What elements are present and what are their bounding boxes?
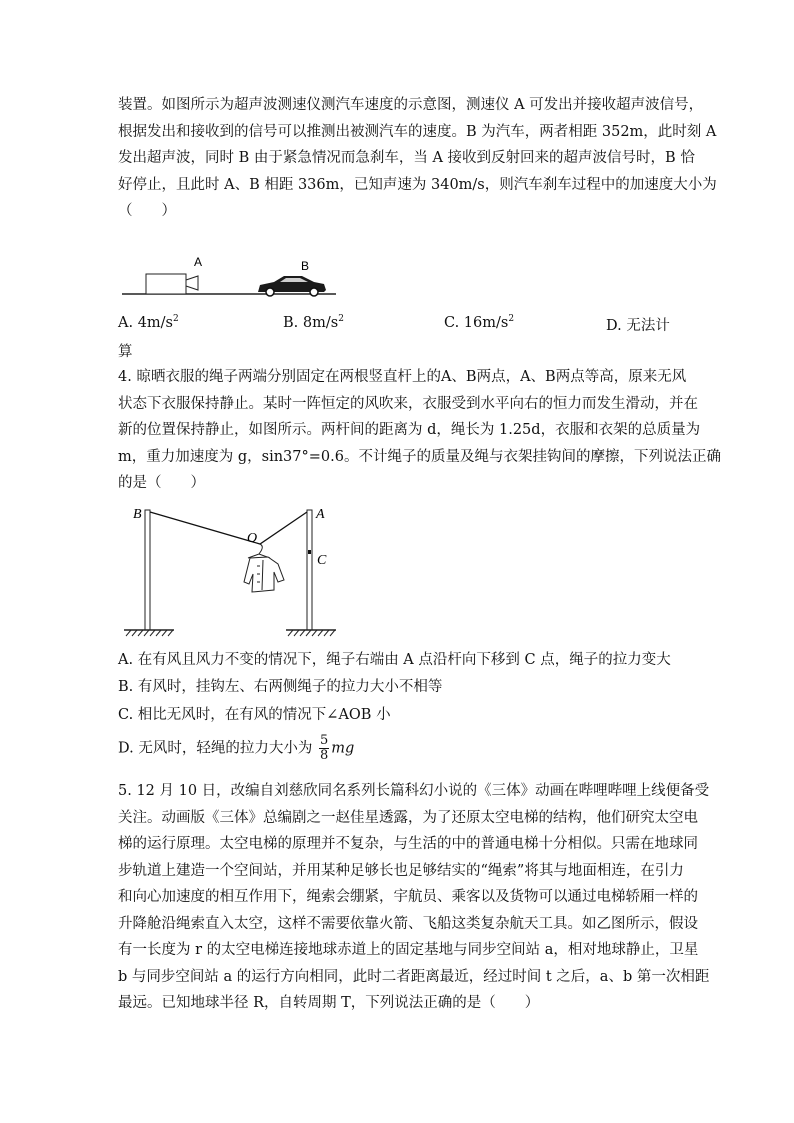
label-a: A xyxy=(316,507,325,522)
text-line: 5. 12 月 10 日，改编自刘慈欣同名系列长篇科幻小说的《三体》动画在哔哩哔哩上线便备受 xyxy=(118,783,710,799)
question-5-stem xyxy=(118,778,710,1017)
label-c: C xyxy=(317,553,327,568)
fraction: $\frac{5}{8}$ xyxy=(319,733,329,763)
text-line: 关注。动画版《三体》总编剧之一赵佳星透露，为了还原太空电梯的结构，他们研究太空电 xyxy=(118,809,698,826)
ultrasonic-speed-figure xyxy=(118,250,340,302)
question-3-stem xyxy=(118,92,717,225)
right-ground-hatch xyxy=(288,630,335,636)
right-pole xyxy=(307,510,312,630)
rope xyxy=(150,512,307,544)
text-line: 新的位置保持静止，如图所示。两杆间的距离为 d，绳长为 1.25d，衣服和衣架的总质量为 xyxy=(118,422,701,438)
text-line: b 与同步空间站 a 的运行方向相同，此时二者距离最近，经过时间 t 之后，a、b 第一次相距 xyxy=(118,968,710,985)
option-d: D. 无风时，轻绳的拉力大小为 $\frac{5}{8}$ mg xyxy=(118,733,355,763)
text-line: 和向心加速度的相互作用下，绳索会绷紧，宇航员、乘客以及货物可以通过电梯轿厢一样的 xyxy=(118,889,698,905)
shirt-icon xyxy=(244,544,284,592)
text-line: 的是（ ） xyxy=(118,475,205,491)
text-line: m，重力加速度为 g，sin37°=0.6。不计绳子的质量及绳与衣架挂钩间的摩擦，下列说法正确 xyxy=(118,448,721,465)
option-c: C. $16m/s^2$ xyxy=(444,314,515,331)
text-line: 有一长度为 r 的太空电梯连接地球赤道上的固定基地与同步空间站 a，相对地球静止，卫星 xyxy=(118,942,699,958)
text-line: 梯的运行原理。太空电梯的原理并不复杂，与生活的中的普通电梯十分相似。只需在地球同 xyxy=(118,836,698,852)
text-line: 状态下衣服保持静止。某时一阵恒定的风吹来，衣服受到水平向右的恒力而发生滑动，并在 xyxy=(118,395,698,412)
option-c: C. 相比无风时，在有风的情况下∠AOB 小 xyxy=(118,707,391,723)
speed-meter-emitter xyxy=(186,276,198,290)
text-line: 最远。已知地球半径 R，自转周期 T，下列说法正确的是（ ） xyxy=(118,995,540,1011)
option-a: A. $4m/s^2$ xyxy=(118,314,179,331)
option-d: D. 无法计 xyxy=(606,318,670,334)
option-d-continued: 算 xyxy=(118,344,133,360)
text-line: 根据发出和接收到的信号可以推测出被测汽车的速度。B 为汽车，两者相距 352m，此时刻 A xyxy=(118,123,717,140)
text-line: 4. 晾晒衣服的绳子两端分别固定在两根竖直杆上的A、B两点，A、B两点等高，原来无风 xyxy=(118,369,687,385)
text-line: 升降舱沿绳索直入太空，这样不需要依靠火箭、飞船这类复杂航天工具。如乙图所示，假设 xyxy=(118,915,698,932)
clothesline-figure xyxy=(118,500,348,640)
text-line: 装置。如图所示为超声波测速仪测汽车速度的示意图，测速仪 A 可发出并接收超声波信号， xyxy=(118,97,704,113)
option-a: A. 在有风且风力不变的情况下，绳子右端由 A 点沿杆向下移到 C 点，绳子的拉力变大 xyxy=(118,652,671,668)
question-3-options xyxy=(118,314,684,338)
label-b: B xyxy=(133,507,142,522)
left-pole xyxy=(145,510,150,630)
label-a: A xyxy=(194,255,203,269)
option-b: B. 有风时，挂钩左、右两侧绳子的拉力大小不相等 xyxy=(118,679,443,695)
label-b: B xyxy=(301,259,310,273)
left-ground-hatch xyxy=(126,630,173,636)
text-line: 好停止，且此时 A、B 相距 336m，已知声速为 340m/s，则汽车刹车过程中的加速度大小为 xyxy=(118,176,717,193)
speed-meter-box xyxy=(146,274,186,294)
point-c-marker xyxy=(308,550,311,554)
text-line: 步轨道上建造一个空间站，并用某种足够长也足够结实的“绳索”将其与地面相连，在引力 xyxy=(118,862,684,879)
option-b: B. $8m/s^2$ xyxy=(283,314,344,331)
question-4-stem xyxy=(118,364,721,497)
text-line: 发出超声波，同时 B 由于紧急情况而急刹车，当 A 接收到反射回来的超声波信号时，B 恰 xyxy=(118,150,695,166)
car-icon xyxy=(258,276,326,296)
text-line: （ ） xyxy=(118,203,176,219)
label-o: O xyxy=(247,531,258,546)
